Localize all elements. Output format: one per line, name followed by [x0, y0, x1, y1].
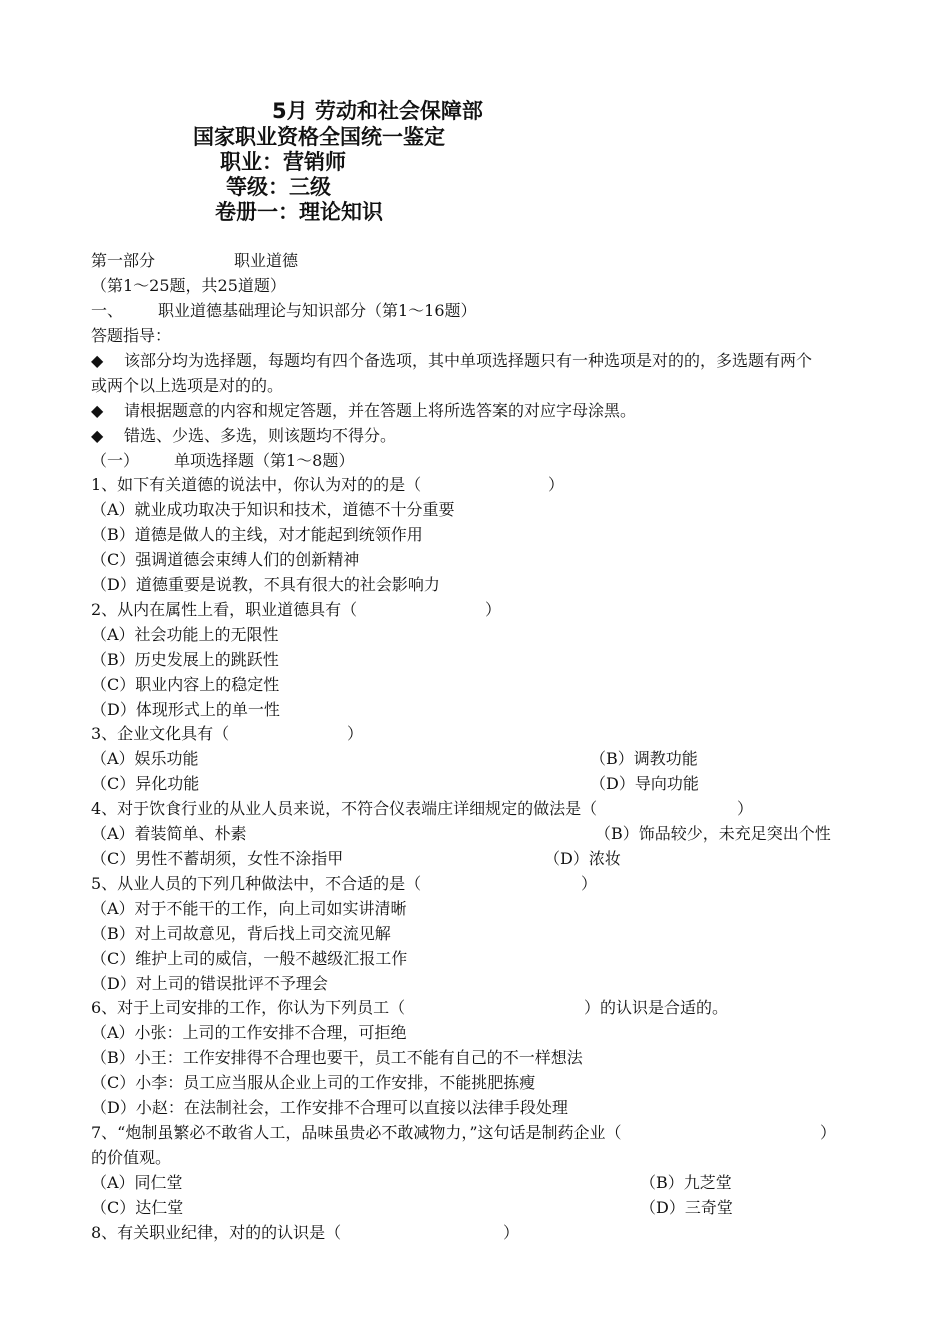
guide-item-3: 错选、少选、多选，则该题均不得分。 [124, 426, 397, 445]
guide-title: 答题指导： [91, 326, 172, 345]
question-1-option-c: （C）强调道德会束缚人们的创新精神 [91, 550, 360, 569]
question-8-stem: 8、有关职业纪律，对的的认识是（ [91, 1223, 342, 1242]
question-2-option-c: （C）职业内容上的稳定性 [91, 675, 280, 694]
question-5-option-a: （A）对于不能干的工作，向上司如实讲清晰 [91, 899, 407, 918]
guide-item-1b: 或两个以上选项是对的的。 [91, 376, 284, 395]
question-7-blank-close: ） [820, 1123, 837, 1142]
question-6-stem-tail: ）的认识是合适的。 [584, 998, 729, 1017]
part-range: （第1～25题，共25道题） [91, 276, 286, 295]
guide-item-1a: 该部分均为选择题，每题均有四个备选项，其中单项选择题只有一种选项是对的的，多选题有两个 [124, 351, 813, 370]
question-5-stem: 5、从业人员的下列几种做法中，不合适的是（ [91, 874, 422, 893]
question-6-option-a: （A）小张：上司的工作安排不合理，可拒绝 [91, 1023, 407, 1042]
question-3-option-d: （D）导向功能 [590, 774, 699, 793]
question-2-option-a: （A）社会功能上的无限性 [91, 625, 279, 644]
bullet-icon: ◆ [91, 426, 104, 445]
question-3-option-b: （B）调教功能 [590, 749, 698, 768]
question-7-option-d: （D）三奇堂 [640, 1198, 733, 1217]
part-title: 职业道德 [234, 251, 299, 270]
question-1-stem: 1、如下有关道德的说法中，你认为对的的是（ [91, 475, 422, 494]
header-line-3: 职业：营销师 [220, 150, 346, 174]
question-5-option-c: （C）维护上司的威信，一般不越级汇报工作 [91, 949, 408, 968]
question-4-option-d: （D）浓妆 [544, 849, 621, 868]
subsection-number: 一、 [91, 301, 124, 320]
bullet-icon: ◆ [91, 401, 104, 420]
question-6-stem: 6、对于上司安排的工作，你认为下列员工（ [91, 998, 406, 1017]
question-1-option-b: （B）道德是做人的主线，对才能起到统领作用 [91, 525, 423, 544]
question-7-option-c: （C）达仁堂 [91, 1198, 184, 1217]
question-7-stem-continued: 的价值观。 [91, 1148, 172, 1167]
question-3-stem: 3、企业文化具有（ [91, 724, 230, 743]
question-1-blank-close: ） [548, 475, 565, 494]
question-6-option-d: （D）小赵：在法制社会，工作安排不合理可以直接以法律手段处理 [91, 1098, 568, 1117]
question-7-option-b: （B）九芝堂 [640, 1173, 732, 1192]
question-4-option-b: （B）饰品较少，未充足突出个性 [595, 824, 831, 843]
question-4-blank-close: ） [737, 799, 754, 818]
bullet-icon: ◆ [91, 351, 104, 370]
question-3-option-c: （C）异化功能 [91, 774, 200, 793]
question-4-option-c: （C）男性不蓄胡须，女性不涂指甲 [91, 849, 344, 868]
header-line-1: 5月 劳动和社会保障部 [272, 99, 483, 123]
question-8-blank-close: ） [503, 1223, 520, 1242]
question-3-blank-close: ） [347, 724, 364, 743]
question-5-option-d: （D）对上司的错误批评不予理会 [91, 974, 328, 993]
question-2-option-d: （D）体现形式上的单一性 [91, 700, 280, 719]
question-1-option-d: （D）道德重要是说教，不具有很大的社会影响力 [91, 575, 440, 594]
question-3-option-a: （A）娱乐功能 [91, 749, 199, 768]
question-7-option-a: （A）同仁堂 [91, 1173, 183, 1192]
question-2-stem: 2、从内在属性上看，职业道德具有（ [91, 600, 358, 619]
question-4-option-a: （A）着装简单、朴素 [91, 824, 247, 843]
question-1-option-a: （A）就业成功取决于知识和技术，道德不十分重要 [91, 500, 455, 519]
subsection-title: 职业道德基础理论与知识部分（第1～16题） [158, 301, 477, 320]
part-label: 第一部分 [91, 251, 156, 270]
header-line-4: 等级：三级 [226, 175, 331, 199]
question-6-option-b: （B）小王：工作安排得不合理也要干，员工不能有自己的不一样想法 [91, 1048, 583, 1067]
guide-item-2: 请根据题意的内容和规定答题，并在答题上将所选答案的对应字母涂黑。 [124, 401, 637, 420]
header-line-2: 国家职业资格全国统一鉴定 [193, 125, 445, 149]
single-choice-title: 单项选择题（第1～8题） [174, 451, 355, 470]
header-line-5: 卷册一：理论知识 [215, 200, 383, 224]
question-6-option-c: （C）小李：员工应当服从企业上司的工作安排，不能挑肥拣瘦 [91, 1073, 536, 1092]
question-2-blank-close: ） [485, 600, 502, 619]
question-5-blank-close: ） [581, 874, 598, 893]
question-7-stem: 7、“炮制虽繁必不敢省人工，品味虽贵必不敢减物力，”这句话是制药企业（ [91, 1123, 622, 1142]
question-4-stem: 4、对于饮食行业的从业人员来说，不符合仪表端庄详细规定的做法是（ [91, 799, 598, 818]
question-5-option-b: （B）对上司故意见，背后找上司交流见解 [91, 924, 391, 943]
single-choice-number: （一） [91, 451, 140, 470]
question-2-option-b: （B）历史发展上的跳跃性 [91, 650, 279, 669]
